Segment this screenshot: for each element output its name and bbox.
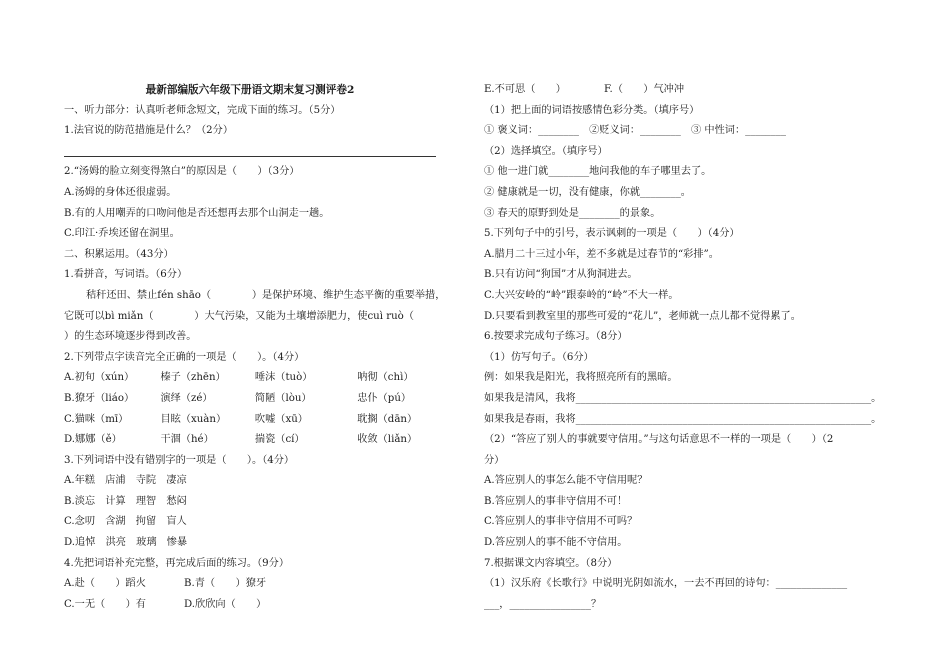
imitate-answer-line: 如果我是清风，我将__________________________________________________________。 xyxy=(484,392,882,404)
imitate-answer-line: 如果我是春雨，我将__________________________________________________________。 xyxy=(484,413,882,425)
pronunciation-question: 2.下列带点字读音完全正确的一项是（ ）。（4分） xyxy=(64,351,305,363)
fill-words-question: 4.先把词语补充完整，再完成后面的练习。（9分） xyxy=(64,557,290,569)
word-item: D.娜娜（ě） xyxy=(64,434,122,446)
fill-word-f: F.（ ）气冲冲 xyxy=(604,84,685,95)
pinyin-passage-line: 它既可以bì miǎn（ ）大气污染，又能为土壤增添肥力，使cuì ruò（ xyxy=(64,310,414,322)
option-b: B.有的人用嘲弄的口吻问他是否还想再去那个山洞走一趟。 xyxy=(64,207,330,219)
classify-instruction: （1）把上面的词语按感情色彩分类。（填序号） xyxy=(484,104,700,116)
meaning-option-c: C.答应别人的事非守信用不可吗？ xyxy=(484,516,638,528)
choose-fill-instruction: （2）选择填空。（填序号） xyxy=(484,145,608,157)
fill-word-c: C.一无（ ）有 xyxy=(64,598,146,610)
word-item: 收敛（liǎn） xyxy=(357,434,418,446)
choose-fill-item: ③ 春天的原野到处是________的景象。 xyxy=(484,207,661,219)
meaning-option-b: B.答应别人的事非守信用不可！ xyxy=(484,495,628,507)
word-item: 干涸（hé） xyxy=(160,434,214,446)
meaning-question-cont: 分） xyxy=(484,454,505,466)
fill-word-b: B.青（ ）獠牙 xyxy=(184,578,267,590)
option-c: C.印江·乔埃还留在洞里。 xyxy=(64,228,180,240)
word-item: 忠仆（pú） xyxy=(357,392,412,404)
question-1: 1.法官说的防范措施是什么？（2分） xyxy=(64,125,234,137)
meaning-option-d: D.答应别人的事不能不守信用。 xyxy=(484,537,628,549)
answer-line xyxy=(64,142,436,163)
word-item: 简陋（lòu） xyxy=(254,392,312,404)
quote-question: 5.下列句子中的引号，表示讽刺的一项是（ ）（4分） xyxy=(484,228,740,240)
typo-option-a: A.年糕 店浦 寺院 凄凉 xyxy=(64,475,187,487)
word-item: A.初旬（xún） xyxy=(64,372,135,384)
choose-fill-item: ② 健康就是一切，没有健康，你就________。 xyxy=(484,186,691,198)
poem-fill-line: ___，________________？ xyxy=(484,598,602,610)
typo-question: 3.下列词语中没有错别字的一项是（ ）。（4分） xyxy=(64,454,295,466)
word-item: B.獠牙（liáo） xyxy=(64,392,135,404)
word-item: 揣瓷（cí） xyxy=(254,434,305,446)
sentence-question: 6.按要求完成句子练习。（8分） xyxy=(484,331,628,343)
word-item: 吹嘘（xū） xyxy=(254,413,308,425)
fill-words-row xyxy=(64,595,436,616)
pronunciation-option-d xyxy=(64,430,436,451)
example-sentence: 例：如果我是阳光，我将照亮所有的黑暗。 xyxy=(484,372,678,384)
right-column xyxy=(484,80,884,615)
left-column xyxy=(64,80,446,615)
quote-option-b: B.只有访问“狗国”才从狗洞进去。 xyxy=(484,269,638,281)
fill-words-row xyxy=(484,80,884,101)
typo-option-d: D.追悼 洪亮 玻璃 惨暴 xyxy=(64,537,188,549)
word-item: C.猫咪（mī） xyxy=(64,413,129,425)
pronunciation-option-c xyxy=(64,410,436,431)
quote-option-a: A.腊月二十三过小年，差不多就是过春节的“彩排”。 xyxy=(484,248,719,260)
word-item: 呐彻（chì） xyxy=(357,372,414,384)
meaning-question: （2）“答应了别人的事就要守信用。”与这句话意思不一样的一项是（ ）（2 xyxy=(484,434,834,446)
question-2: 2.“汤姆的脸立刻变得煞白”的原因是（ ）（3分） xyxy=(64,166,300,178)
choose-fill-item: ① 他一进门就________地问我他的车子哪里去了。 xyxy=(484,166,712,178)
section-listening-heading: 一、听力部分：认真听老师念短文，完成下面的练习。（5分） xyxy=(64,104,341,116)
meaning-option-a: A.答应别人的事怎么能不守信用呢？ xyxy=(484,475,648,487)
imitate-instruction: （1）仿写句子。（6分） xyxy=(484,351,594,363)
word-item: 唾沫（tuò） xyxy=(254,372,313,384)
classify-answer-line: ① 褒义词：________ ②贬义词：________ ③ 中性词：________ xyxy=(484,125,786,137)
word-item: 耽搁（dān） xyxy=(357,413,418,425)
section-accumulation-heading: 二、积累运用。（43分） xyxy=(64,248,174,260)
quote-option-c: C.大兴安岭的“岭”跟泰岭的“岭”不大一样。 xyxy=(484,289,679,301)
page-title: 最新部编版六年级下册语文期末复习测评卷2 xyxy=(145,84,355,96)
fill-word-e: E.不可思（ ） xyxy=(484,84,566,95)
typo-option-c: C.念叨 含湖 拘留 盲人 xyxy=(64,516,187,528)
fill-words-row xyxy=(64,574,436,595)
quote-option-d: D.只要看到教室里的那些可爱的“花儿”，老师就一点儿都不觉得累了。 xyxy=(484,310,801,322)
pinyin-passage-line: 秸秆还田、禁止fén shāo（ ）是保护环境、维护生态平衡的重要举措， xyxy=(86,289,446,301)
pronunciation-option-a xyxy=(64,368,436,389)
pinyin-passage-line: ）的生态环境逐步得到改善。 xyxy=(64,331,197,343)
option-a: A.汤姆的身体还很虚弱。 xyxy=(64,186,177,198)
word-item: 目眩（xuàn） xyxy=(160,413,227,425)
word-item: 演绎（zé） xyxy=(160,392,213,404)
fill-word-a: A.赴（ ）蹈火 xyxy=(64,578,146,590)
typo-option-b: B.淡忘 计算 理智 愁闷 xyxy=(64,495,187,507)
text-fill-question: 7.根据课文内容填空。（8分） xyxy=(484,557,618,569)
poem-fill-line: （1）汉乐府《长歌行》中说明光阴如流水，一去不再回的诗句：______________ xyxy=(484,578,848,590)
fill-word-d: D.欣欣向（ ） xyxy=(184,598,267,610)
word-item: 榛子（zhēn） xyxy=(160,372,226,384)
pinyin-question: 1.看拼音，写词语。（6分） xyxy=(64,269,188,281)
pronunciation-option-b xyxy=(64,389,436,410)
